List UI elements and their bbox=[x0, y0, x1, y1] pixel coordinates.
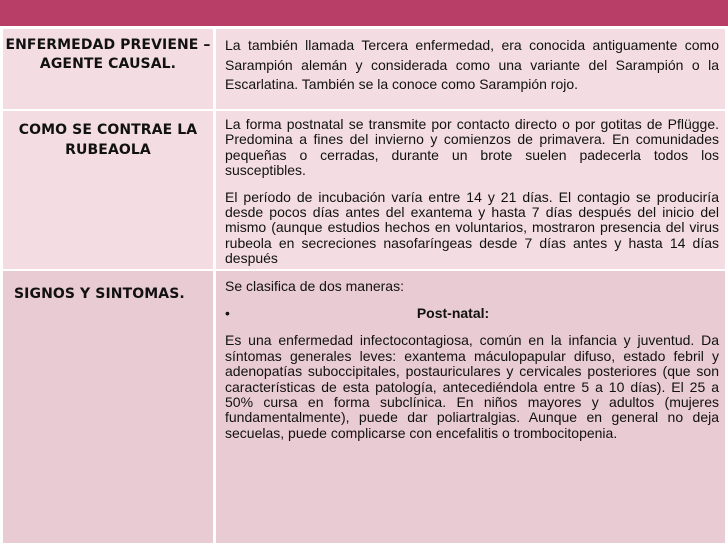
row-label-cell bbox=[3, 110, 215, 270]
table-row bbox=[3, 110, 725, 270]
row-content-cell bbox=[215, 270, 726, 544]
row-label-cell bbox=[3, 270, 215, 544]
row-label-symptoms: SIGNOS Y SINTOMAS. bbox=[14, 286, 185, 302]
table-row bbox=[3, 29, 725, 110]
header-bar bbox=[0, 0, 728, 26]
row-label-causal-agent: ENFERMEDAD PREVIENE – AGENTE CAUSAL. bbox=[5, 37, 211, 72]
paragraph: La forma postnatal se transmite por contacto directo o por gotitas de Pflügge. Predomina a fines del invierno y comienzos de primavera. En comunidades pequeñas o cerradas, durante un brote suelen padecerla todos los susceptibles. bbox=[225, 116, 719, 179]
paragraph: Es una enfermedad infectocontagiosa, común en la infancia y juventud. Da síntomas generales leves: exantema máculopapular difuso, estado febril y adenopatías suboccipitales, postauriculares y cervicales posteriores (que son características de esta patología, antecediéndola entre 5 a 10 días). El 25 a 50% cursa en forma subclínica. En niños mayores y adultos (mujeres fundamentalmente), puede dar poliartralgias. Aunque en general no deja secuelas, puede complicarse con encefalitis o trombocitopenia. bbox=[225, 332, 719, 441]
paragraph: La también llamada Tercera enfermedad, era conocida antiguamente como Sarampión alemán y considerada como una variante del Sarampión o la Escarlatina. También se la conoce como Sarampión rojo. bbox=[225, 37, 719, 92]
row-content-cell bbox=[215, 110, 726, 270]
bullet-icon: • bbox=[225, 305, 230, 322]
table-row bbox=[3, 270, 725, 544]
bullet-item bbox=[225, 306, 719, 321]
row-label-transmission: COMO SE CONTRAE LA RUBEAOLA bbox=[18, 122, 198, 158]
bullet-title: Post-natal: bbox=[416, 305, 490, 322]
paragraph: El período de incubación varía entre 14 y 21 días. El contagio se produciría desde pocos días antes del exantema y hasta 7 días después del inicio del mismo (aunque estudios hechos en voluntarios, mostraron presencia del virus rubeola en secreciones nasofaríngeas desde 7 días antes y hasta 14 días después bbox=[225, 188, 719, 267]
row-content-cell bbox=[215, 29, 726, 110]
intro-text: Se clasifica de dos maneras: bbox=[225, 278, 404, 294]
info-table bbox=[3, 29, 725, 545]
row-label-cell bbox=[3, 29, 215, 110]
